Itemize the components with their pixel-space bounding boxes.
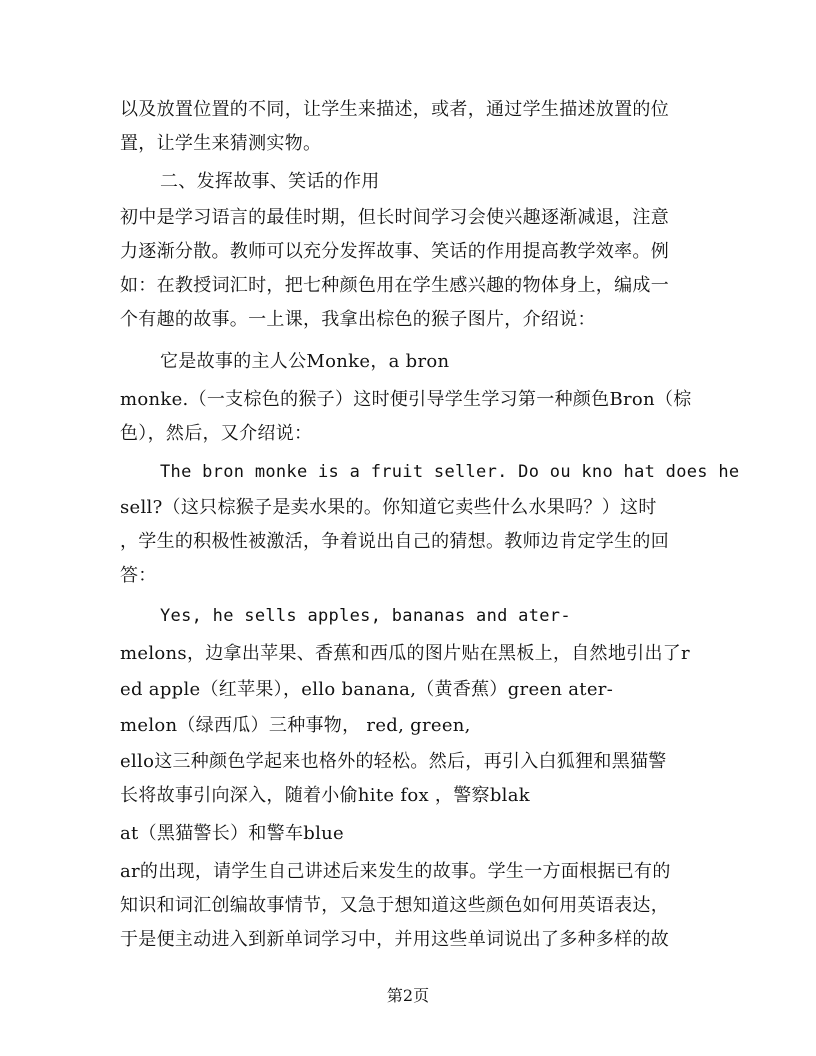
- paragraph-line: melon（绿西瓜）三种事物， red, green,: [120, 715, 471, 736]
- paragraph-line: 以及放置位置的不同，让学生来描述，或者，通过学生描述放置的位: [120, 99, 669, 120]
- paragraph-line: 如：在教授词汇时，把七种颜色用在学生感兴趣的物体身上，编成一: [120, 275, 669, 296]
- paragraph-line: 个有趣的故事。一上课，我拿出棕色的猴子图片，介绍说：: [120, 309, 596, 330]
- paragraph-line: 力逐渐分散。教师可以充分发挥故事、笑话的作用提高教学效率。例: [120, 241, 669, 262]
- paragraph-line: 它是故事的主人公Monke，a bron: [160, 351, 450, 372]
- paragraph-line: The bron monke is a fruit seller. Do ou kno hat does he: [160, 462, 740, 482]
- paragraph-line: 答：: [120, 565, 157, 586]
- paragraph-line: 于是便主动进入到新单词学习中，并用这些单词说出了多种多样的故: [120, 929, 669, 950]
- paragraph-line: 知识和词汇创编故事情节，又急于想知道这些颜色如何用英语表达，: [120, 895, 669, 916]
- paragraph-line: melons，边拿出苹果、香蕉和西瓜的图片贴在黑板上，自然地引出了r: [120, 643, 690, 664]
- paragraph-line: sell?（这只棕猴子是卖水果的。你知道它卖些什么水果吗？）这时: [120, 497, 657, 518]
- paragraph-line: monke.（一支棕色的猴子）这时便引导学生学习第一种颜色Bron（棕: [120, 389, 692, 410]
- paragraph-line: Yes, he sells apples, bananas and ater-: [160, 606, 571, 626]
- paragraph-line: 长将故事引向深入，随着小偷hite fox ，警察blak: [120, 785, 530, 806]
- paragraph-line: ed apple（红苹果），ello banana,（黄香蕉）green ater-: [120, 679, 614, 700]
- paragraph-line: at（黑猫警长）和警车blue: [120, 823, 344, 844]
- paragraph-line: 初中是学习语言的最佳时期，但长时间学习会使兴趣逐渐减退，注意: [120, 207, 669, 228]
- paragraph-line: ，学生的积极性被激活，争着说出自己的猜想。教师边肯定学生的回: [120, 531, 669, 552]
- section-heading: 二、发挥故事、笑话的作用: [160, 171, 380, 192]
- paragraph-line: 置，让学生来猜测实物。: [120, 133, 322, 154]
- page-number: 第2页: [386, 986, 430, 1005]
- paragraph-line: 色），然后，又介绍说：: [120, 423, 313, 444]
- paragraph-line: ello这三种颜色学起来也格外的轻松。然后，再引入白狐狸和黑猫警: [120, 751, 667, 772]
- paragraph-line: ar的出现，请学生自己讲述后来发生的故事。学生一方面根据已有的: [120, 861, 671, 882]
